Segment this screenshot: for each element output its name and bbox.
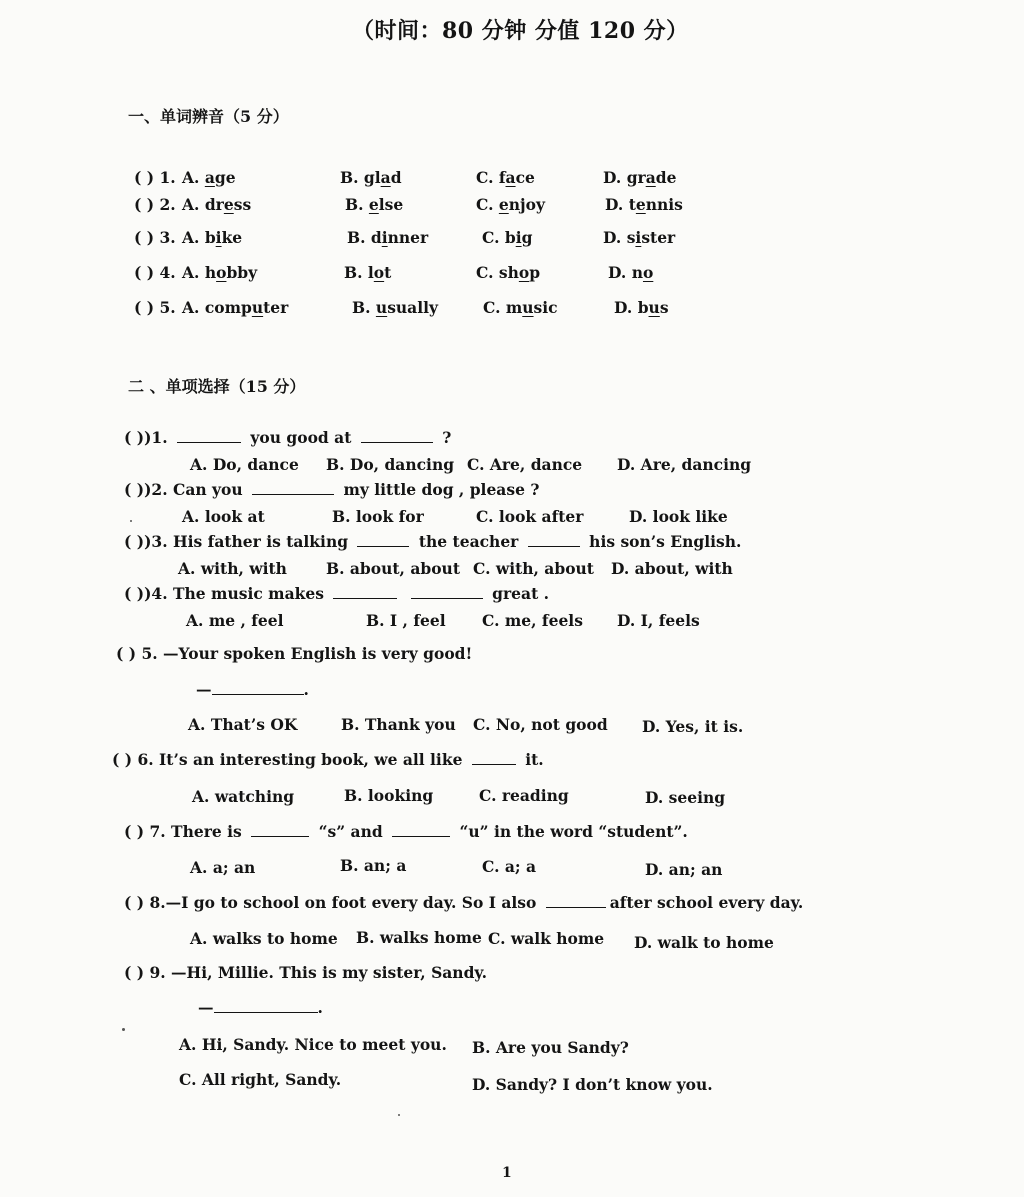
option-b: B. usually [352,298,439,317]
option: A. That’s OK [188,715,298,734]
option: B. Do, dancing [326,455,455,474]
underlined-letter: i [381,228,388,247]
underlined-letter: e [635,195,646,214]
answer-paren: ( ) [124,822,145,841]
option: C. All right, Sandy. [179,1070,342,1089]
option: D. Are, dancing [617,455,752,474]
underlined-letter: o [216,263,227,282]
option: C. No, not good [473,715,608,734]
answer-blank [528,532,580,547]
answer-paren: ( ) [124,480,145,499]
answer-blank [333,584,397,599]
option-d: D. no [608,263,654,282]
option: D. Yes, it is. [642,717,744,736]
answer-paren: ( ) [124,532,145,551]
option-d: D. sister [603,228,676,247]
option-d: D. tennis [605,195,683,214]
section-heading-phonics: 一、单词辨音（5 分） [128,107,289,126]
option: D. Sandy? I don’t know you. [472,1075,713,1094]
option: B. Thank you [341,715,456,734]
option: B. looking [344,786,434,805]
phonics-question-5: ( ) 5. [134,298,176,317]
option: C. reading [479,786,569,805]
reply-line: — . [196,680,309,699]
option: B. I , feel [366,611,446,630]
option-a: A. computer [182,298,289,317]
option: A. a; an [190,858,256,877]
option-a: A. bike [182,228,243,247]
underlined-letter: u [648,298,660,317]
scan-speck [122,1028,125,1031]
question-8: ( ) 8.—I go to school on foot every day. So I also after school every day. [124,893,804,912]
question-3: ( ))3. His father is talking the teacher his son’s English. [124,532,742,551]
scan-speck [398,1114,400,1116]
answer-paren: ( ) [134,298,155,317]
section-heading-choice: 二 、单项选择（15 分） [128,377,306,396]
question-4: ( ))4. The music makes great . [124,584,550,603]
option-a: A. hobby [182,263,258,282]
phonics-question-3: ( ) 3. [134,228,176,247]
underlined-letter: o [373,263,385,282]
underlined-letter: o [642,263,654,282]
underlined-letter: a [645,168,656,187]
option: C. a; a [482,857,537,876]
underlined-letter: u [375,298,388,317]
underlined-letter: a [505,168,516,187]
option-a: A. age [182,168,236,187]
option: A. Hi, Sandy. Nice to meet you. [179,1035,447,1054]
option: C. with, about [473,559,594,578]
option-d: D. bus [614,298,669,317]
option: C. Are, dance [467,455,583,474]
option: C. walk home [488,929,605,948]
option-c: C. big [482,228,533,247]
underlined-letter: a [380,168,391,187]
answer-paren: ( ) [124,893,145,912]
answer-paren: ( ) [134,263,155,282]
answer-paren: ( ) [134,228,155,247]
option: B. walks home [356,928,482,947]
option: C. me, feels [482,611,583,630]
underlined-letter: e [223,195,234,214]
option-c: C. enjoy [476,195,545,214]
underlined-letter: e [498,195,509,214]
option-c: C. face [476,168,535,187]
question-9: ( ) 9. —Hi, Millie. This is my sister, Sandy. [124,963,488,982]
option-b: B. lot [344,263,392,282]
underlined-letter: o [518,263,530,282]
answer-blank [546,893,606,908]
underlined-letter: u [522,298,534,317]
option: D. seeing [645,788,726,807]
phonics-question-2: ( ) 2. [134,195,176,214]
option: B. Are you Sandy? [472,1038,629,1057]
answer-blank [472,750,516,765]
question-1: ( ))1. you good at ? [124,428,452,447]
option: B. an; a [340,856,407,875]
option: B. look for [332,507,424,526]
answer-paren: ( ) [116,644,137,663]
option-d: D. grade [603,168,677,187]
answer-blank [392,822,450,837]
answer-paren: ( ) [112,750,133,769]
question-2: ( ))2. Can you my little dog , please ? [124,480,540,499]
page-number: 1 [502,1165,512,1181]
answer-blank [361,428,433,443]
option: A. walks to home [190,929,338,948]
phonics-question-1: ( ) 1. [134,168,176,187]
underlined-letter: i [635,228,642,247]
option-c: C. music [483,298,558,317]
question-7: ( ) 7. There is “s” and “u” in the word “student”. [124,822,688,841]
scan-speck [130,520,132,522]
answer-blank [214,998,318,1013]
answer-blank [411,584,483,599]
option: A. look at [182,507,265,526]
option: D. look like [629,507,728,526]
underlined-letter: e [368,195,379,214]
option-c: C. shop [476,263,541,282]
option: A. me , feel [186,611,284,630]
answer-paren: ( ) [124,584,145,603]
option: C. look after [476,507,584,526]
answer-blank [252,480,334,495]
underlined-letter: i [215,228,222,247]
option: D. I, feels [617,611,700,630]
option: A. watching [192,787,295,806]
answer-paren: ( ) [124,963,145,982]
phonics-question-4: ( ) 4. [134,263,176,282]
page-title: （时间：80 分钟 分值 120 分） [352,18,689,44]
answer-blank [357,532,409,547]
option: A. Do, dance [190,455,299,474]
answer-paren: ( ) [134,195,155,214]
option-a: A. dress [182,195,252,214]
option-b: B. else [345,195,404,214]
option: D. an; an [645,860,723,879]
option: B. about, about [326,559,460,578]
option-b: B. dinner [347,228,429,247]
underlined-letter: a [204,168,215,187]
underlined-letter: u [251,298,264,317]
reply-line: — . [198,998,323,1017]
answer-paren: ( ) [134,168,155,187]
option: D. about, with [611,559,733,578]
question-5: ( ) 5. —Your spoken English is very good! [116,644,473,663]
question-6: ( ) 6. It’s an interesting book, we all like it. [112,750,544,769]
answer-blank [251,822,309,837]
answer-paren: ( ) [124,428,145,447]
option: D. walk to home [634,933,774,952]
underlined-letter: i [515,228,522,247]
option: A. with, with [178,559,287,578]
option-b: B. glad [340,168,402,187]
answer-blank [177,428,241,443]
answer-blank [212,680,304,695]
